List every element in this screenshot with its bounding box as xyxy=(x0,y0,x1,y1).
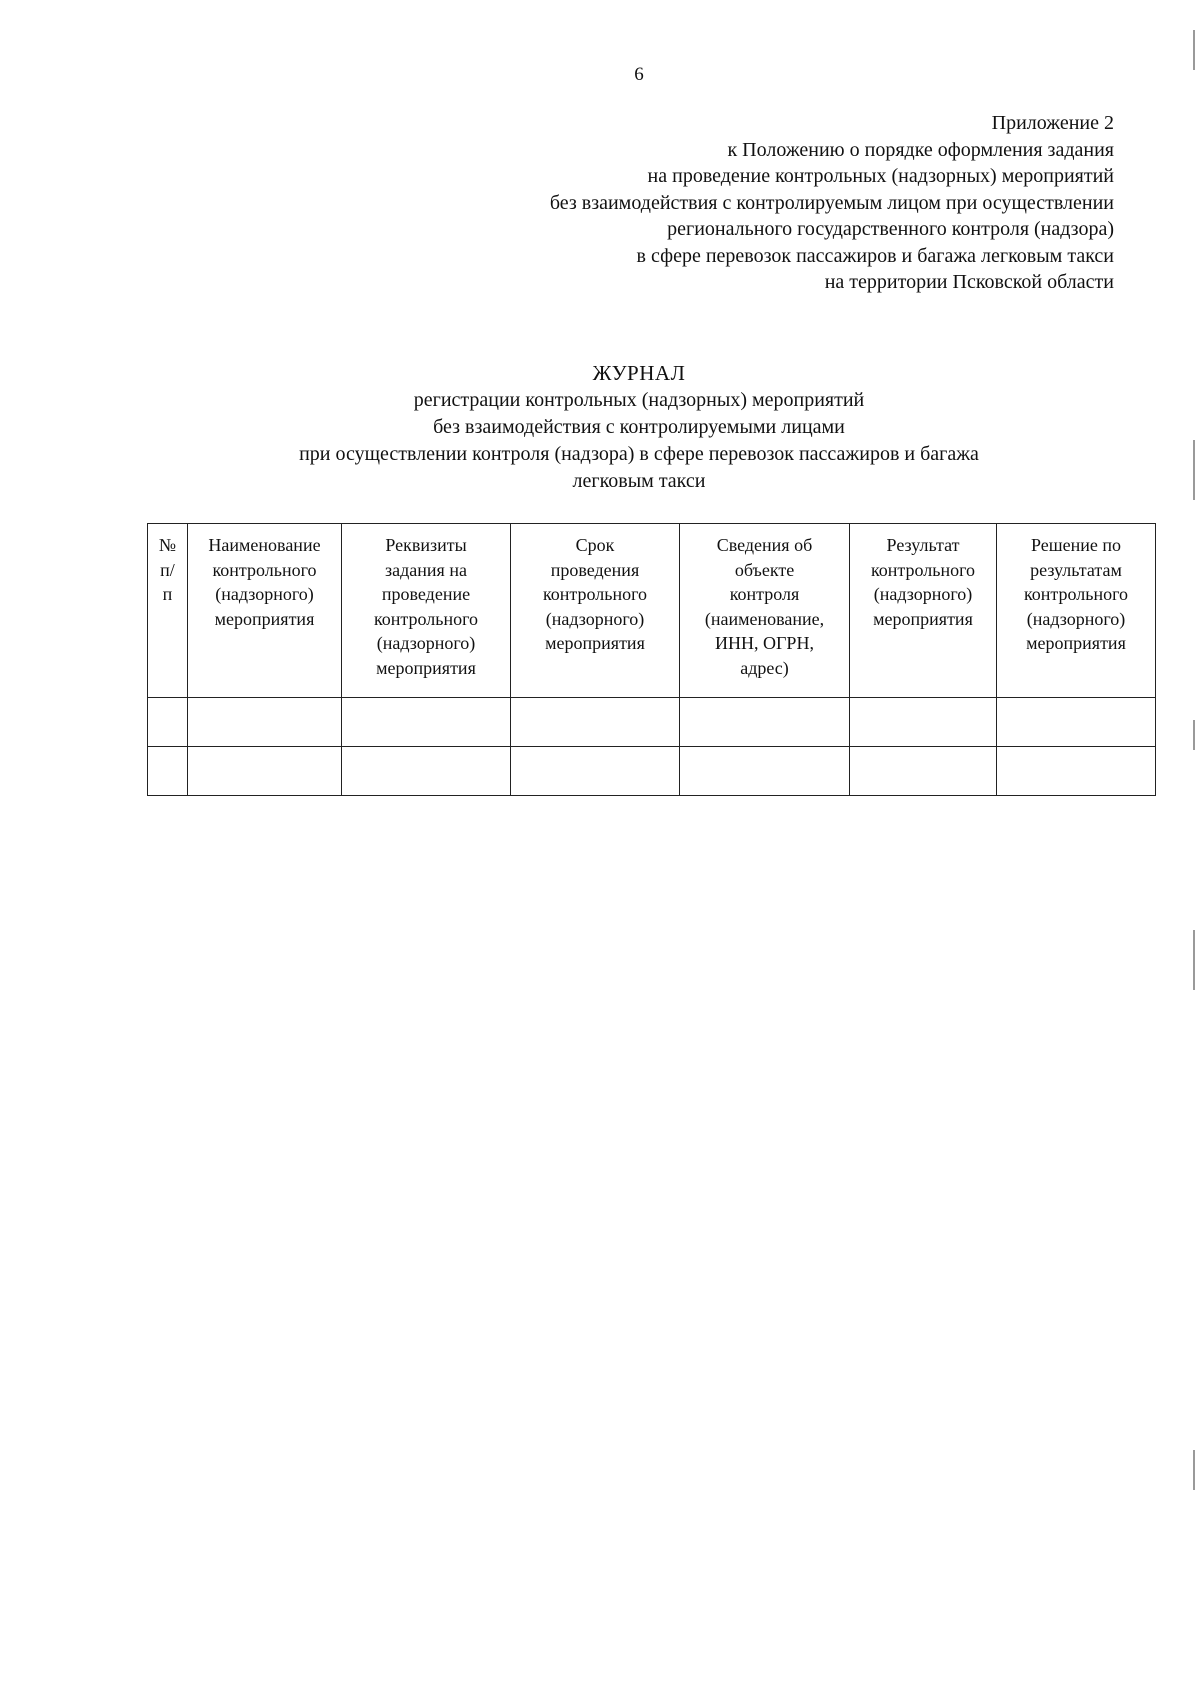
table-cell xyxy=(342,747,511,796)
header-line: (надзорного) xyxy=(873,584,973,604)
table-row xyxy=(148,747,1156,796)
scan-edge-mark xyxy=(1193,720,1195,750)
header-line: мероприятия xyxy=(545,633,645,653)
header-line: Сведения об xyxy=(716,535,813,555)
appendix-line: регионального государственного контроля (надзора) xyxy=(667,218,1114,240)
table-cell xyxy=(997,747,1156,796)
table-cell xyxy=(680,698,850,747)
header-line: мероприятия xyxy=(873,608,973,629)
journal-subtitle-line: без взаимодействия с контролируемыми лицами xyxy=(433,416,845,438)
header-line: контрольного xyxy=(870,559,976,580)
table-cell xyxy=(342,698,511,747)
header-line: объекте xyxy=(734,559,795,580)
column-header-decision xyxy=(997,524,1156,698)
header-line: ИНН, ОГРН, xyxy=(715,633,814,653)
header-line: контрольного xyxy=(1023,584,1129,604)
journal-subtitle-line: при осуществлении контроля (надзора) в сфере перевозок пассажиров и багажа xyxy=(299,443,979,465)
header-line: контроля xyxy=(729,584,800,604)
scan-edge-mark xyxy=(1193,1450,1195,1490)
table-cell xyxy=(188,747,342,796)
appendix-line: без взаимодействия с контролируемым лицом при осуществлении xyxy=(549,191,1114,214)
appendix-reference xyxy=(550,110,1114,296)
scan-edge-mark xyxy=(1193,930,1195,990)
scan-edge-mark xyxy=(1193,30,1195,70)
column-header-event-period xyxy=(511,524,680,698)
appendix-line: Приложение 2 xyxy=(991,112,1114,134)
header-line: результатам xyxy=(1030,559,1122,580)
appendix-line: на территории Псковской области xyxy=(824,271,1114,293)
header-line: Реквизиты xyxy=(385,535,467,555)
header-line: (надзорного) xyxy=(376,633,476,653)
page-number: 6 xyxy=(634,64,644,85)
header-line: адрес) xyxy=(740,657,789,678)
header-line: контрольного xyxy=(542,584,648,604)
header-line: Результат xyxy=(886,535,960,555)
header-line: Наименование xyxy=(208,535,321,555)
journal-table xyxy=(147,523,1156,796)
journal-heading xyxy=(0,360,1200,495)
table-cell xyxy=(148,747,188,796)
header-line: (надзорного) xyxy=(215,584,314,604)
header-line: (наименование, xyxy=(704,608,825,629)
header-line: № xyxy=(158,535,177,555)
header-line: п xyxy=(162,584,173,604)
column-header-number xyxy=(148,524,188,698)
header-line: (надзорного) xyxy=(1026,608,1126,629)
header-line: контрольного xyxy=(373,608,479,629)
header-line: контрольного xyxy=(212,559,317,580)
table-cell xyxy=(188,698,342,747)
journal-subtitle-line: легковым такси xyxy=(572,470,706,492)
header-line: задания на xyxy=(385,559,467,580)
table-cell xyxy=(680,747,850,796)
appendix-line: в сфере перевозок пассажиров и багажа легковым такси xyxy=(636,244,1114,267)
header-line: Срок xyxy=(575,535,615,555)
header-line: мероприятия xyxy=(214,608,315,629)
journal-subtitle-line: регистрации контрольных (надзорных) мероприятий xyxy=(413,389,865,411)
column-header-control-object xyxy=(680,524,850,698)
table-cell xyxy=(850,747,997,796)
table-row xyxy=(148,698,1156,747)
table-cell xyxy=(511,747,680,796)
header-line: проведения xyxy=(550,559,640,580)
appendix-line: на проведение контрольных (надзорных) мероприятий xyxy=(647,165,1114,187)
table-cell xyxy=(511,698,680,747)
table-cell xyxy=(148,698,188,747)
header-line: (надзорного) xyxy=(545,608,645,629)
table-header-row xyxy=(148,524,1156,698)
header-line: Решение по xyxy=(1031,535,1121,555)
header-line: проведение xyxy=(381,584,471,604)
appendix-line: к Положению о порядке оформления задания xyxy=(727,138,1114,161)
table-cell xyxy=(997,698,1156,747)
column-header-result xyxy=(850,524,997,698)
header-line: мероприятия xyxy=(1026,633,1126,653)
journal-title: ЖУРНАЛ xyxy=(592,361,686,385)
header-line: п/ xyxy=(160,559,175,580)
scan-edge-mark xyxy=(1193,440,1195,500)
header-line: мероприятия xyxy=(376,657,476,678)
table-cell xyxy=(850,698,997,747)
column-header-task-details xyxy=(342,524,511,698)
column-header-event-name xyxy=(188,524,342,698)
